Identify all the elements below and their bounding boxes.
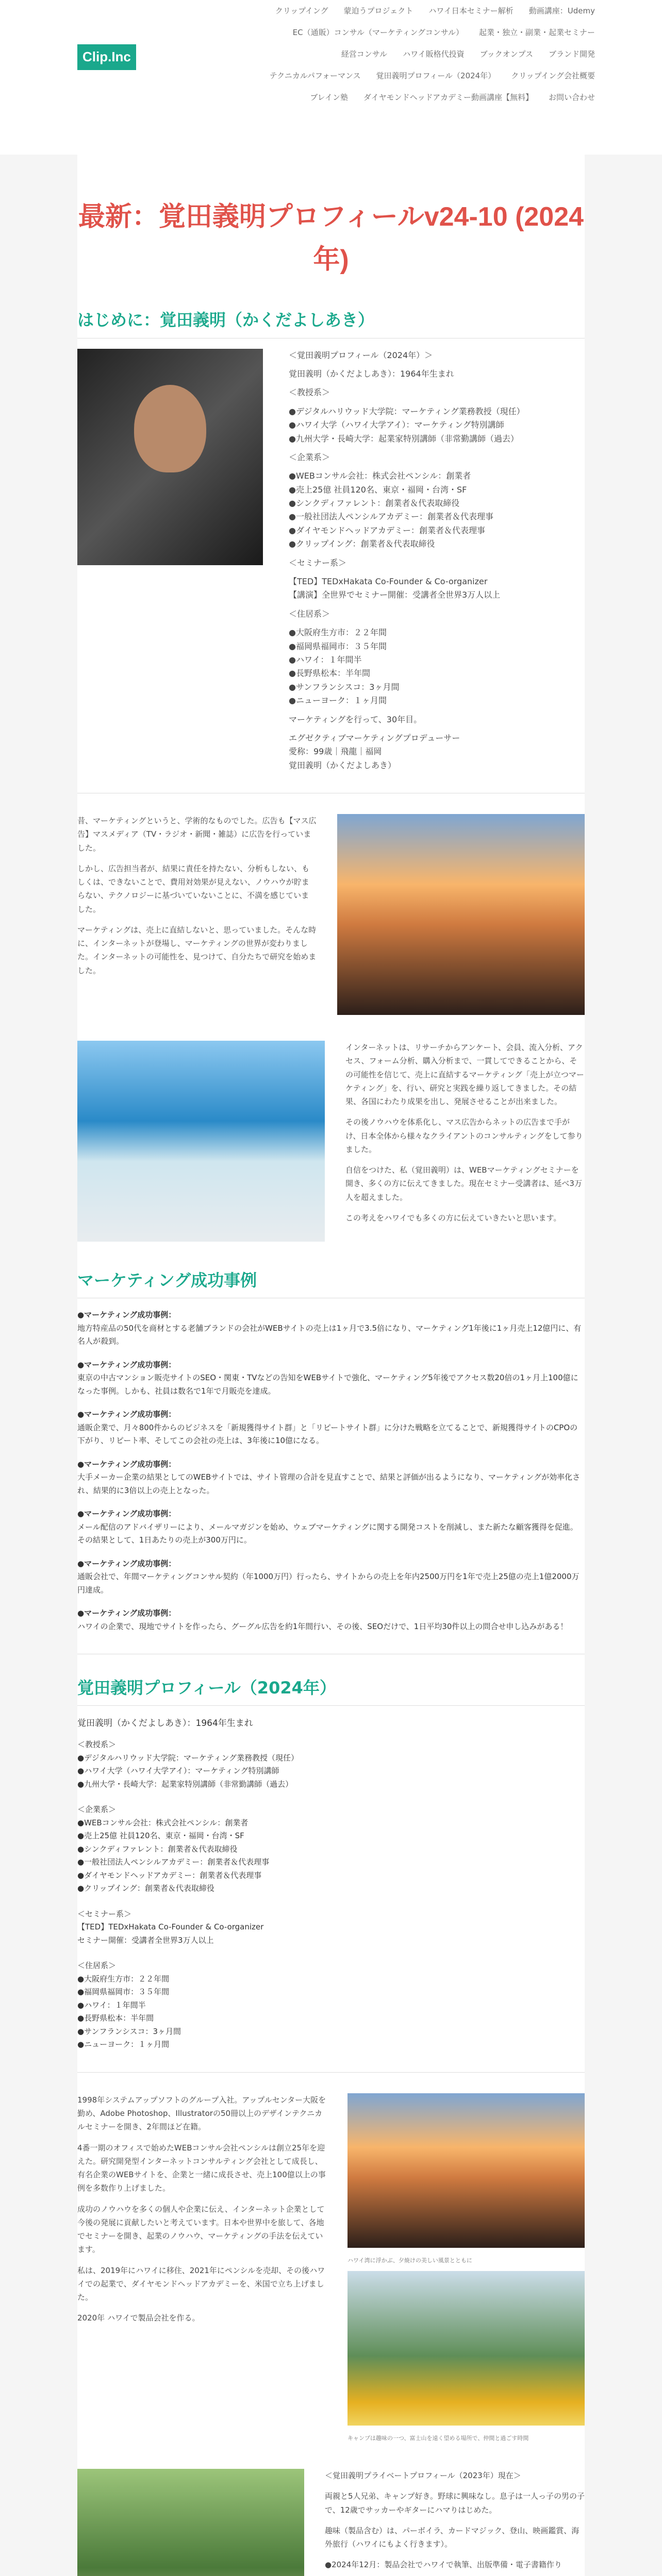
nav-link[interactable]: 覚田義明プロフィール（2024年） xyxy=(376,71,496,80)
ocean-balcony-photo xyxy=(77,1041,325,1242)
live-item: ●福岡県福岡市：３５年間 xyxy=(289,641,387,651)
live-item: ●ハワイ：１年間半 xyxy=(289,654,362,665)
profile2-line xyxy=(77,1791,585,1803)
profile2-line: セミナー開催：受講者全世界3万人以上 xyxy=(77,1935,214,1945)
private-heading: ＜覚田義明プライベートプロフィール（2023年）現在＞ xyxy=(325,2471,521,2481)
main-content xyxy=(77,155,585,2576)
essay-1-text xyxy=(77,814,317,1015)
seminar-item: 【TED】TEDxHakata Co-Founder & Co-organizer xyxy=(289,577,488,587)
profile2-line: ●ダイヤモンドヘッドアカデミー：創業者＆代表理事 xyxy=(77,1870,262,1880)
photo-caption: キャンプは趣味の一つ、富士山を遠く望める場所で、仲間と過ごす時間 xyxy=(347,2435,529,2442)
nav-link[interactable]: テクニカルパフォーマンス xyxy=(269,71,361,80)
profile2-line xyxy=(77,1895,585,1908)
paragraph: インターネットは、リサーチからアンケート、会員、流入分析、アクセス、フォーム分析、購入分析まで、一貫してできることから、その可能性を信じて、売上に直結するマーケティング「売上が立つマーケティング」を、行い、研究と実践を繰り返してきました。その結果、各国にわたり成果を出し、発展させることが出来ました。 xyxy=(345,1043,584,1107)
teaching-item: ●ハワイ大学（ハワイ大学アイ）：マーケティング特別講師 xyxy=(289,420,504,430)
profile2-text xyxy=(77,1716,585,2051)
company-item: ●ダイヤモンドヘッドアカデミー：創業者＆代表理事 xyxy=(289,525,486,535)
profile-title: ＜覚田義明プロフィール（2024年）＞ xyxy=(289,350,433,360)
live-item: ●サンフランシスコ：3ヶ月間 xyxy=(289,682,400,692)
case-title: ●マーケティング成功事例： xyxy=(77,1608,176,1618)
paragraph: その後ノウハウを体系化し、マス広告からネットの広告まで手がけ、日本全体から様々なクライアントのコンサルティングをして参りました。 xyxy=(345,1117,583,1154)
profile2-line: 【TED】TEDxHakata Co-Founder & Co-organizer xyxy=(77,1922,264,1932)
nav-link[interactable]: 蒙迫うプロジェクト xyxy=(343,6,413,15)
nav-row-5 xyxy=(203,87,595,108)
case-item xyxy=(77,1507,585,1547)
garden-photo xyxy=(77,2469,304,2576)
company-item: ●一般社団法人ペンシルアカデミー：創業者＆代表理事 xyxy=(289,512,494,522)
nav-link[interactable]: クリップイング会社概要 xyxy=(511,71,595,80)
case-body: 大手メーカー企業の結果としてのWEBサイトでは、サイト管理の合計を見直すことで、結果と評価が出るようになり、マーケティングが効率化され、結果的に3倍以上の売上となった。 xyxy=(77,1472,581,1495)
nav-link[interactable]: ダイヤモンドヘッドアカデミー動画講座【無料】 xyxy=(363,93,533,102)
company-item: ●クリップイング：創業者＆代表取締役 xyxy=(289,539,435,549)
teaching-item: ●デジタルハリウッド大学院：マーケティング業務教授（現任） xyxy=(289,406,525,416)
essay-section-2 xyxy=(77,1041,585,1242)
nav-link[interactable]: ブックオンプス xyxy=(479,49,533,59)
case-item xyxy=(77,1309,585,1348)
case-body: 東京の中古マンション販売サイトのSEO・関東・TVなどの告知をWEBサイトで強化、マーケティング5年後でアクセス数20倍の1ヶ月上100億になった事例。しかも、社員は数名で1年で月販売を達成。 xyxy=(77,1373,578,1396)
paragraph: 自信をつけた、私（覚田義明）は、WEBマーケティングセミナーを開き、多くの方に伝えてきました。現在セミナー受講者は、延べ3万人を超えました。 xyxy=(345,1165,582,1202)
profile2-line: ＜住居系＞ xyxy=(77,1961,117,1971)
nav-link[interactable]: 動画講座：Udemy xyxy=(528,6,595,15)
case-title: ●マーケティング成功事例： xyxy=(77,1310,176,1320)
paragraph: 1998年システムアップソフトのグループ入社。アップルセンター大阪を勤め、Adobe Photoshop、Illustratorの50冊以上のデザインテクニカルセミナーを開き、2年間ほど在籍。 xyxy=(77,2095,326,2132)
case-body: 通販会社で、年間マーケティングコンサル契約（年1000万円）行ったら、サイトからの売上を年内2500万円を1年で売上25億の売上1億2000万円達成。 xyxy=(77,1572,580,1595)
profile2-line: ●サンフランシスコ：3ヶ月間 xyxy=(77,2026,181,2036)
nav-link[interactable]: EC（通販）コンサル（マーケティングコンサル） xyxy=(292,28,464,37)
main-nav xyxy=(203,0,595,108)
profile2-line: ●シンクディファレント：創業者＆代表取締役 xyxy=(77,1844,238,1854)
profile2-line: ●九州大学・長崎大学：起業家特別講師（非常勤講師（過去） xyxy=(77,1779,293,1789)
profile2-line: ●ニューヨーク：１ヶ月間 xyxy=(77,2040,170,2049)
nav-link[interactable]: 起業・独立・副業・起業セミナー xyxy=(478,28,595,37)
paragraph: 昔、マーケティングというと、学術的なものでした。広告も【マス広告】マスメディア（TV・ラジオ・新聞・雑誌）に広告を行っていました。 xyxy=(77,816,317,853)
paragraph: 4番一期のオフィスで始めたWEBコンサル会社ペンシルは創立25年を迎えた。研究開発型インターネットコンサルティング会社として成長し、有名企業のWEBサイトを、企業と一緒に成長させ、売上100億以上の事例を多数作り上げました。 xyxy=(77,2143,326,2193)
signature-line: エグゼクティブマーケティングプロデューサー xyxy=(289,733,460,743)
company-item: ●WEBコンサル会社：株式会社ペンシル：創業者 xyxy=(289,471,471,481)
profile2-lines xyxy=(77,1738,585,2052)
case-body: 地方特産品の50代を商材とする老舗ブランドの会社がWEBサイトの売上は1ヶ月で3.5倍になり、マーケティング1年後に1ヶ月売上12億円に、有名人が殺到。 xyxy=(77,1323,582,1346)
case-item xyxy=(77,1359,585,1398)
paragraph: この考えをハワイでも多くの方に伝えていきたいと思います。 xyxy=(345,1213,561,1223)
divider xyxy=(77,2072,585,2073)
nav-link[interactable]: ブランド開発 xyxy=(548,49,595,59)
intro-profile-text xyxy=(289,349,525,773)
paragraph: 私は、2019年にハワイに移住、2021年にペンシルを売却、その後ハワイでの起業で、ダイヤモンドヘッドアカデミーを、米国で立ち上げました。 xyxy=(77,2265,325,2302)
case-title: ●マーケティング成功事例： xyxy=(77,1459,176,1469)
camping-photo xyxy=(347,2271,585,2426)
profile2-line: ●WEBコンサル会社：株式会社ペンシル：創業者 xyxy=(77,1818,249,1827)
paragraph: 趣味（製品含む）は、パーボイラ、カードマジック、登山、映画鑑賞、海外旅行（ハワイにもよく行きます）。 xyxy=(325,2526,580,2549)
case-item xyxy=(77,1557,585,1597)
profile2-line: ●デジタルハリウッド大学院：マーケティング業務教授（現任） xyxy=(77,1753,299,1762)
nav-row-1 xyxy=(203,0,595,22)
paragraph: 両親と5人兄弟、キャンプ好き。野球に興味なし。息子は一人っ子の男の子で、12歳でサッカーやギターにハマりはじめた。 xyxy=(325,2492,585,2515)
nav-row-2 xyxy=(203,22,595,43)
profile-birth: 覚田義明（かくだよしあき）：1964年生まれ xyxy=(289,368,454,379)
profile2-line: ●一般社団法人ペンシルアカデミー：創業者＆代表理事 xyxy=(77,1857,270,1867)
paragraph: マーケティングは、売上に直結しないと、思っていました。そんな時に、インターネットが登場し、マーケティングの世界が変わりました。インターネットの可能性を、見つけて、自分たちで研究を始めました。 xyxy=(77,925,317,975)
page-title: 最新：覚田義明プロフィールv24-10 (2024年) xyxy=(78,202,584,275)
profile2-line: ＜企業系＞ xyxy=(77,1805,117,1815)
intro-heading: はじめに：覚田義明（かくだよしあき） xyxy=(77,307,585,338)
case-title: ●マーケティング成功事例： xyxy=(77,1558,176,1568)
case-body: ハワイの企業で、現地でサイトを作ったら、グーグル広告を約1年間行い、その後、SEOだけで、1日平均30件以上の問合せ申し込みがある！ xyxy=(77,1621,568,1631)
nav-link[interactable]: ハワイ販格代投資 xyxy=(403,49,465,59)
profile2-line: ●福岡県福岡市：３５年間 xyxy=(77,1987,170,1997)
signature-line: 覚田義明（かくだよしあき） xyxy=(289,760,396,770)
profile2-line: ＜セミナー系＞ xyxy=(77,1909,132,1919)
profile2-line: ＜教授系＞ xyxy=(77,1740,117,1750)
teaching-head: ＜教授系＞ xyxy=(289,387,330,398)
case-title: ●マーケティング成功事例： xyxy=(77,1509,176,1519)
nav-link[interactable]: お問い合わせ xyxy=(548,93,595,102)
private-section xyxy=(77,2469,585,2576)
profile2-line xyxy=(77,1947,585,1959)
profile2-line: ●長野県松本：半年間 xyxy=(77,2013,154,2023)
case-item xyxy=(77,1458,585,1498)
live-item: ●大阪府生方市：２２年間 xyxy=(289,628,387,638)
story-text xyxy=(77,2093,327,2443)
profile2-line: ●売上25億 社員120名、東京・福岡・台湾・SF xyxy=(77,1831,244,1841)
live-item: ●ニューヨーク：１ヶ月間 xyxy=(289,696,387,706)
essay-section-1 xyxy=(77,814,585,1015)
profile2-line: ●ハワイ大学（ハワイ大学アイ）：マーケティング特別講師 xyxy=(77,1766,279,1776)
paragraph: 2020年 ハワイで製品会社を作る。 xyxy=(77,2313,200,2323)
case-body: メール配信のアドバイザリーにより、メールマガジンを始め、ウェブマーケティングに関する開発コストを削減し、また新たな顧客獲得を促進。その結果として、1日あたりの売上が300万円に。 xyxy=(77,1522,578,1545)
nav-row-4 xyxy=(203,65,595,87)
profile2-heading: 覚田義明プロフィール（2024年） xyxy=(77,1675,585,1706)
site-logo[interactable]: Clip.Inc xyxy=(77,44,136,70)
live-item: ●長野県松本：半年間 xyxy=(289,668,370,679)
site-header xyxy=(0,0,662,155)
profile2-line: ●クリップイング：創業者＆代表取締役 xyxy=(77,1884,214,1893)
nav-row-3 xyxy=(203,43,595,65)
paragraph: 成功のノウハウを多くの個人や企業に伝え、インターネット企業として今後の発展に貢献したいと考えています。日本や世界中を旅して、各地でセミナーを開き、起業のノウハウ、マーケティングの手法を伝えています。 xyxy=(77,2204,325,2255)
company-item: ●売上25億 社員120名、東京・福岡・台湾・SF xyxy=(289,484,467,495)
profile2-line: ●大阪府生方市：２２年間 xyxy=(77,1974,170,1984)
photo-caption: ハワイ湾に浮かぶ、夕焼けの美しい風景とともに xyxy=(347,2257,472,2264)
live-head: ＜住居系＞ xyxy=(289,608,330,619)
portrait-photo xyxy=(77,349,263,565)
signature-line: 愛称：99歳｜飛龍｜福岡 xyxy=(289,747,382,757)
case-title: ●マーケティング成功事例： xyxy=(77,1410,176,1419)
career-text: マーケティングを行って、30年目。 xyxy=(289,714,422,724)
essay-2-text xyxy=(345,1041,585,1242)
company-head: ＜企業系＞ xyxy=(289,452,330,462)
case-body: 通販企業で、月々800件からのビジネスを「新規獲得サイト群」と「リピートサイト群」に分けた戦略を立てることで、新規獲得サイトのCPOの下がり、リピート率、そしてこの会社の売上は、3年後に10億になる。 xyxy=(77,1422,578,1446)
sunset-photo xyxy=(337,814,585,1015)
company-item: ●シンクディファレント：創業者＆代表取締役 xyxy=(289,498,460,509)
nav-link[interactable]: 経営コンサル xyxy=(341,49,388,59)
hawaii-sunset-photo xyxy=(347,2093,585,2248)
nav-link[interactable]: ブレイン塾 xyxy=(310,93,348,102)
profile2-line: ●ハワイ：１年間半 xyxy=(77,2000,146,2010)
private-text xyxy=(325,2469,585,2576)
case-list xyxy=(77,1309,585,1633)
seminar-head: ＜セミナー系＞ xyxy=(289,557,347,568)
case-item xyxy=(77,1408,585,1448)
paragraph: ●2024年12月：製品会社でハワイで執筆、出版準備・電子書籍作り xyxy=(325,2560,562,2570)
story-photos xyxy=(347,2093,585,2443)
intro-profile xyxy=(77,349,585,773)
private-photo-block xyxy=(77,2469,304,2576)
profile2-birth: 覚田義明（かくだよしあき）：1964年生まれ xyxy=(77,1718,253,1729)
cases-heading: マーケティング成功事例 xyxy=(77,1267,585,1298)
nav-link[interactable]: クリップイング xyxy=(275,6,328,15)
case-title: ●マーケティング成功事例： xyxy=(77,1360,176,1369)
seminar-item: 【講演】全世界でセミナー開催：受講者全世界3万人以上 xyxy=(289,590,501,600)
nav-link[interactable]: ハワイ日本セミナー解析 xyxy=(428,6,514,15)
teaching-item: ●九州大学・長崎大学：起業家特別講師（非常勤講師（過去） xyxy=(289,433,519,444)
story-section xyxy=(77,2093,585,2443)
case-item xyxy=(77,1607,585,1633)
paragraph: しかし、広告担当者が、結果に責任を持たない、分析もしない、もしくは、できないことで、費用対効果が見えない、ノウハウが貯まらない、テクノロジーに基づいていないことに、不満を感じていました。 xyxy=(77,863,310,914)
